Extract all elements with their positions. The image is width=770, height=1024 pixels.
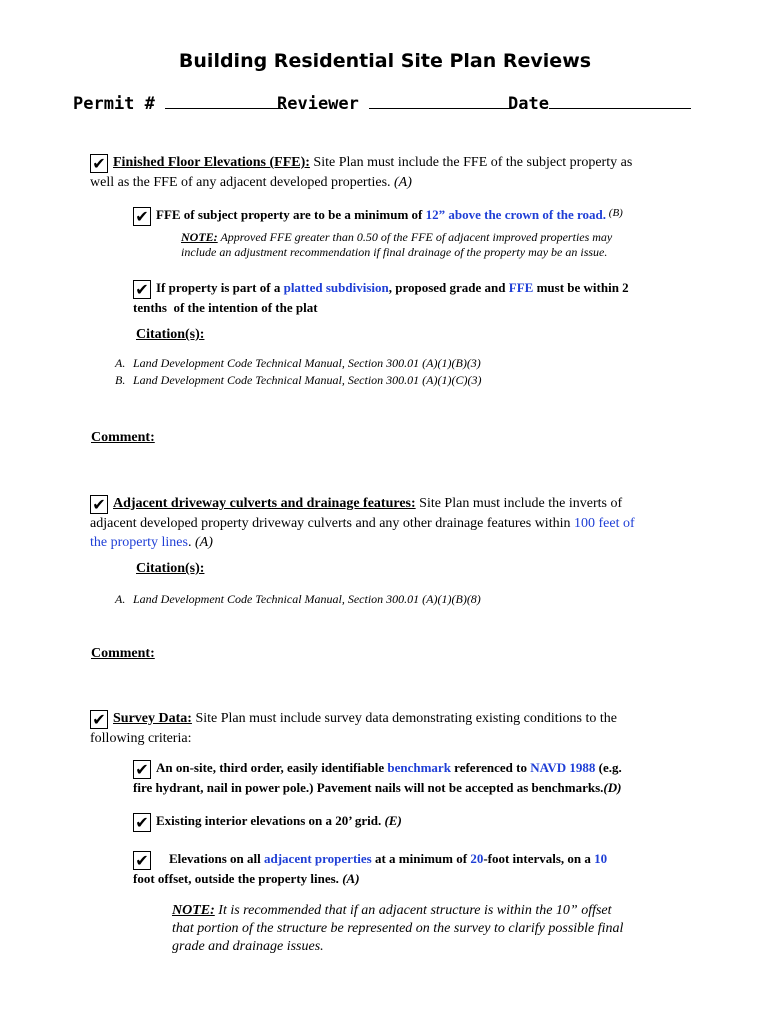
survey-note-label: NOTE: xyxy=(172,903,215,918)
ffe-note-1: Approved FFE greater than 0.50 of the FFE of adjacent improved properties may xyxy=(217,230,613,244)
reviewer-blank[interactable] xyxy=(369,94,511,109)
survey-item-3-blue-2: 20 xyxy=(470,851,484,866)
ffe-item-1 xyxy=(133,205,623,226)
ffe-note-label: NOTE: xyxy=(181,230,218,244)
survey-heading: Survey Data: xyxy=(113,711,192,726)
permit-label: Permit # xyxy=(73,94,155,114)
ffe-item-2 xyxy=(133,279,693,316)
ffe-comment-label: Comment: xyxy=(91,430,155,445)
ffe-ref: (A) xyxy=(394,175,412,190)
ffe-item-2-mid: , proposed grade and xyxy=(388,280,509,295)
permit-field xyxy=(73,94,283,114)
survey-item-1-pre: An on-site, third order, easily identifiable xyxy=(156,760,388,775)
survey-item-3-line-2: foot offset, outside the property lines. xyxy=(133,871,343,886)
reviewer-label: Reviewer xyxy=(277,94,359,114)
survey-item-1-line-2: fire hydrant, nail in power pole.) Pavement nails will not be accepted as benchmarks. xyxy=(133,780,604,795)
culverts-text-2: adjacent developed property driveway culverts and any other drainage features within xyxy=(90,516,574,531)
ffe-item-1-text: FFE of subject property are to be a minimum of xyxy=(156,207,426,222)
check-icon[interactable]: ✔ xyxy=(90,495,108,514)
ffe-text-1: Site Plan must include the FFE of the subject property as xyxy=(309,155,633,170)
citation-item: A. Land Development Code Technical Manual, Section 300.01 (A)(1)(B)(8) xyxy=(115,592,481,606)
survey-item-3-blue-1: adjacent properties xyxy=(264,851,372,866)
check-icon[interactable]: ✔ xyxy=(90,154,108,173)
survey-text-1: Site Plan must include survey data demonstrating existing conditions to the xyxy=(191,711,617,726)
ffe-citations xyxy=(115,355,481,389)
ffe-item-1-blue: 12” above the crown of the road. xyxy=(425,207,607,222)
culverts-blue-2: the property lines xyxy=(90,535,188,550)
survey-item-3-blue-3: 10 xyxy=(594,851,608,866)
culverts-comment-label: Comment: xyxy=(91,646,155,661)
check-icon[interactable]: ✔ xyxy=(133,851,151,870)
check-icon[interactable]: ✔ xyxy=(90,710,108,729)
check-icon[interactable]: ✔ xyxy=(133,813,151,832)
date-blank[interactable] xyxy=(549,94,691,109)
section-culverts xyxy=(90,494,700,552)
survey-item-1-blue-2: NAVD 1988 xyxy=(530,760,596,775)
section-ffe xyxy=(90,153,690,192)
ffe-note xyxy=(181,230,681,260)
date-field xyxy=(508,94,691,114)
survey-item-3-pre: Elevations on all xyxy=(169,851,264,866)
survey-item-3-mid: at a minimum of xyxy=(371,851,471,866)
survey-item-1 xyxy=(133,759,693,796)
ffe-citation-label: Citation(s): xyxy=(136,327,205,342)
survey-item-1-mid: referenced to xyxy=(450,760,531,775)
ffe-item-2-post: must be within 2 xyxy=(533,280,629,295)
permit-blank[interactable] xyxy=(165,94,283,109)
survey-note-2: that portion of the structure be represented on the survey to clarify possible final xyxy=(172,921,624,936)
survey-item-3-ref: (A) xyxy=(342,871,360,886)
ffe-item-2-blue-2: FFE xyxy=(508,280,534,295)
ffe-note-2: include an adjustment recommendation if final drainage of the property may be an issue. xyxy=(181,245,608,259)
page-title: Building Residential Site Plan Reviews xyxy=(178,50,592,72)
culverts-citation-label: Citation(s): xyxy=(136,561,205,576)
check-icon[interactable]: ✔ xyxy=(133,760,151,779)
survey-item-3-mid2: -foot intervals, on a xyxy=(483,851,595,866)
check-icon[interactable]: ✔ xyxy=(133,280,151,299)
survey-note xyxy=(172,902,692,956)
culverts-text-1: Site Plan must include the inverts of xyxy=(415,496,623,511)
ffe-item-2-blue-1: platted subdivision xyxy=(283,280,389,295)
survey-item-3 xyxy=(133,850,693,887)
culverts-heading: Adjacent driveway culverts and drainage features: xyxy=(113,496,416,511)
survey-item-1-post: (e.g. xyxy=(595,760,622,775)
survey-item-2-ref: (E) xyxy=(384,813,402,828)
ffe-item-1-ref: (B) xyxy=(606,207,623,219)
section-survey xyxy=(90,709,700,748)
culverts-citations xyxy=(115,591,481,608)
ffe-item-2-pre: If property is part of a xyxy=(156,280,284,295)
check-icon[interactable]: ✔ xyxy=(133,207,151,226)
date-label: Date xyxy=(508,94,549,114)
survey-note-3: grade and drainage issues. xyxy=(172,939,324,954)
culverts-text-3: . xyxy=(187,535,195,550)
survey-item-1-ref: (D) xyxy=(603,780,622,795)
ffe-text-2: well as the FFE of any adjacent developed properties. xyxy=(90,175,395,190)
citation-item: A. Land Development Code Technical Manual, Section 300.01 (A)(1)(B)(3) xyxy=(115,356,481,370)
citation-item: B. Land Development Code Technical Manual, Section 300.01 (A)(1)(C)(3) xyxy=(115,373,482,387)
survey-item-2 xyxy=(133,812,402,832)
survey-note-1: It is recommended that if an adjacent structure is within the 10” offset xyxy=(214,903,612,918)
culverts-ref: (A) xyxy=(194,535,213,550)
survey-text-2: following criteria: xyxy=(90,731,192,746)
survey-item-1-blue-1: benchmark xyxy=(387,760,451,775)
survey-item-2-text: Existing interior elevations on a 20’ grid. xyxy=(156,813,385,828)
reviewer-field xyxy=(277,94,511,114)
ffe-heading: Finished Floor Elevations (FFE): xyxy=(113,155,310,170)
culverts-blue-1: 100 feet of xyxy=(573,516,635,531)
ffe-item-2-line-2: tenths of the intention of the plat xyxy=(133,300,318,315)
